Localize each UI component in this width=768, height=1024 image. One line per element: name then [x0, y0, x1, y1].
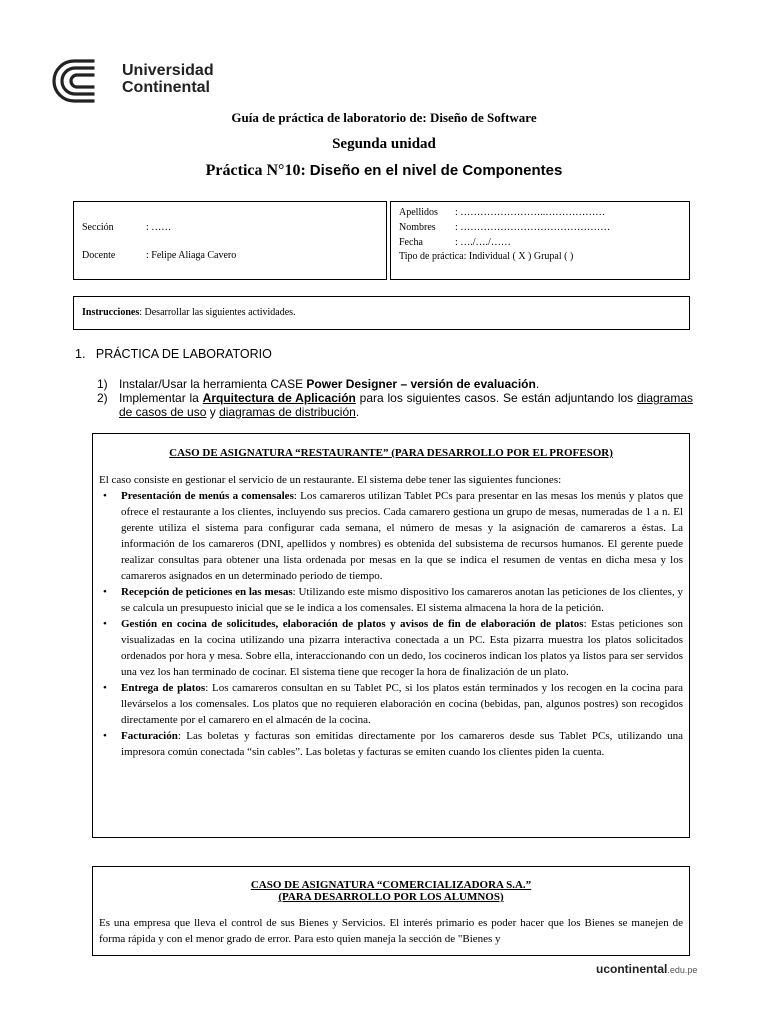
list-item: • Facturación: Las boletas y facturas son emitidas directamente por los camareros desde sus Tablet PCs, utilizando una impresora común conectada “sin cables”. Las boletas y facturas se emiten cuando los clientes piden la cuenta. — [103, 730, 683, 758]
case2-body: Es una empresa que lleva el control de sus Bienes y Servicios. El interés primario es poder hacer que los Bienes se manejen de forma rápida y con el menor grado de error. Para esto quien maneja la sección de "Bienes y — [99, 917, 683, 945]
list-item: • Recepción de peticiones en las mesas: Utilizando este mismo dispositivo los camareros anotan las peticiones de los clientes, y se calcula un presupuesto inicial que se le indica a los comensales. El sistema almacena la hora de la petición. — [103, 586, 683, 614]
list-item: • Entrega de platos: Los camareros consultan en su Tablet PC, si los platos están terminados y los recogen en la cocina para llevárselos a los comensales. Los platos que no requieren elaboración en cocina (bebidas, pan, algunos postres) son recogidos directamente por el camarero en el almacén de la cocina. — [103, 682, 683, 726]
list-item: • Gestión en cocina de solicitudes, elaboración de platos y avisos de fin de elaboración de platos: Estas peticiones son visualizadas en la cocina utilizando una pizarra interactiva conectada a un PC. Esta pizarra muestra los platos solicitados ordenados por hora y mesa. Sobre ella, interaccionando con un dedo, los cocineros indican los platos ya listos para ser servidos una vez los han terminado de cocinar. El sistema tiene que recoger la hora de finalización de un plato. — [103, 618, 683, 678]
section-heading: 1. PRÁCTICA DE LABORATORIO — [75, 347, 272, 361]
apellidos-label: Apellidos — [399, 207, 438, 218]
steps-list — [97, 377, 693, 419]
docente-value: : Felipe Aliaga Cavero — [146, 250, 237, 261]
seccion-label: Sección — [82, 222, 114, 233]
university-logo-text: Universidad Continental — [122, 62, 214, 96]
docente-label: Docente — [82, 250, 116, 261]
seccion-value: : …… — [146, 222, 172, 233]
fecha-value: : …./…./…… — [455, 237, 511, 248]
fecha-label: Fecha — [399, 237, 423, 248]
footer-brand: ucontinental.edu.pe — [596, 962, 698, 976]
nombres-value: : ……………………………………… — [455, 222, 611, 233]
case-restaurante-box — [92, 433, 690, 838]
info-right-box — [390, 201, 690, 280]
practice-type: Tipo de práctica: Individual ( X ) Grupal ( ) — [399, 251, 574, 262]
apellidos-value: : ……………………..……………… — [455, 207, 606, 218]
case1-title: CASO DE ASIGNATURA “RESTAURANTE” (PARA DESARROLLO POR EL PROFESOR) — [169, 447, 613, 459]
info-left-box — [73, 201, 387, 280]
case2-subtitle: (PARA DESARROLLO POR LOS ALUMNOS) — [278, 891, 504, 903]
unit-title: Segunda unidad — [332, 136, 436, 152]
practice-title: Práctica N°10: Diseño en el nivel de Componentes — [205, 162, 563, 179]
case2-title: CASO DE ASIGNATURA “COMERCIALIZADORA S.A.” — [250, 879, 532, 891]
list-item: • Presentación de menús a comensales: Los camareros utilizan Tablet PCs para presentar en las mesas los menús y platos que ofrece el restaurante a los clientes, incluyendo sus precios. Cada camarero gestiona un grupo de mesas, numeradas de 1 a n. El gerente utiliza el sistema para configurar cada semana, el número de mesas y la asignación de camareros a éstas. La información de los camareros (DNI, apellidos y nombres) es obtenida del subsistema de recursos humanos. El gerente puede realizar consultas para obtener una lista ordenada por mesas en la que se indica el resumen de ventas en dicha mesa y los camareros asignados en un determinado periodo de tiempo. — [103, 490, 683, 582]
instructions-label: Instrucciones — [82, 307, 140, 318]
instructions-text: : Desarrollar las siguientes actividades. — [139, 307, 296, 318]
instructions-box — [73, 296, 690, 330]
case1-intro: El caso consiste en gestionar el servicio de un restaurante. El sistema debe tener las siguientes funciones: — [99, 474, 562, 486]
guide-title: Guía de práctica de laboratorio de: Diseño de Software — [231, 110, 537, 125]
case-comercializadora-box — [92, 866, 690, 956]
list-item: 1) Instalar/Usar la herramienta CASE Power Designer – versión de evaluación. — [97, 377, 540, 391]
list-item: 2) Implementar la Arquitectura de Aplicación para los siguientes casos. Se están adjuntando los diagramas de casos de uso y diagramas de distribución. — [97, 391, 694, 419]
nombres-label: Nombres — [399, 222, 436, 233]
